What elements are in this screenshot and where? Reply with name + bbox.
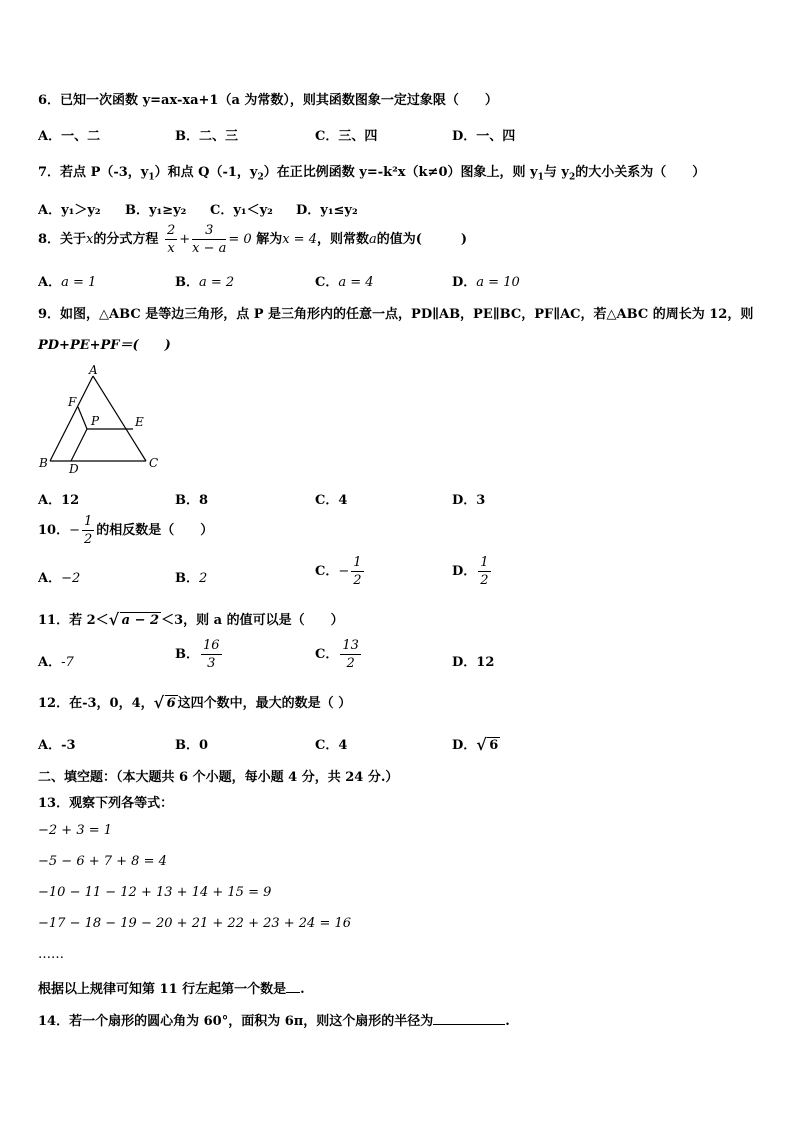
label-d: D — [69, 462, 79, 476]
segment-pd — [71, 429, 87, 461]
q9-triangle-figure — [36, 362, 171, 477]
label-c: C — [149, 456, 159, 470]
label-a: A — [89, 363, 98, 377]
q7-option-a: A．y₁＞y₂ — [38, 203, 101, 218]
q10-option-c: C．− $\frac{1}{2}$ — [315, 555, 362, 588]
q13-answer-blank[interactable] — [286, 992, 300, 993]
q7-stem: 7．若点 P（-3，$y_1$）和点 Q（-1，$y_2$）在正比例函数 y=-k²x（k≠0）图象上，则 $y_1$与 $y_2$的大小关系为（ ） — [38, 165, 706, 183]
q14-answer-blank[interactable] — [433, 1024, 505, 1025]
segment-ab — [50, 376, 93, 461]
q13-equation-1: −2 + 3 = 1 — [38, 823, 113, 838]
q13-equation-4: −17 − 18 − 19 − 20 + 21 + 22 + 23 + 24 = 16 — [38, 916, 352, 931]
q13-ellipsis: …… — [38, 947, 64, 962]
q10-option-b: B．2 — [175, 571, 208, 586]
q8-stem: 8．关于x的分式方程 $\frac{2}{x}$ + $\frac{3}{x - a}$ = 0 解为x = 4，则常数a的值为( ) — [38, 223, 468, 256]
q12-option-b: B．0 — [175, 738, 209, 753]
q13-equation-3: −10 − 11 − 12 + 13 + 14 + 15 = 9 — [38, 885, 272, 900]
section-2-heading: 二、填空题：（本大题共 6 个小题，每小题 4 分，共 24 分.） — [38, 770, 399, 785]
q13-equation-2: −5 − 6 + 7 + 8 = 4 — [38, 854, 167, 869]
q8-option-c: C．a = 4 — [315, 275, 374, 290]
q11-stem: 11．若 2＜ √ a − 2 ＜3，则 a 的值可以是（ ） — [38, 610, 344, 629]
q11-option-b: B． $\frac{16}{3}$ — [175, 638, 220, 671]
q11-option-c: C． $\frac{13}{2}$ — [315, 638, 359, 671]
q9-option-d: D．3 — [452, 493, 486, 508]
q13-question: 根据以上规律可知第 11 行左起第一个数是 . — [38, 982, 305, 997]
q8-option-a: A．a = 1 — [38, 275, 97, 290]
q11-option-a: A．-7 — [38, 655, 74, 670]
q6-stem: 6．已知一次函数 y=ax-xa+1（a 为常数），则其函数图象一定过象限（ ） — [38, 93, 498, 108]
q12-stem: 12．在-3，0，4， √ 6 这四个数中，最大的数是（ ） — [38, 693, 352, 712]
label-b: B — [39, 456, 48, 470]
segment-pf — [78, 407, 87, 429]
q9-option-b: B．8 — [175, 493, 209, 508]
q13-stem: 13．观察下列各等式： — [38, 796, 174, 811]
q12-option-d: D． √ 6 — [452, 735, 499, 754]
q8-option-d: D．a = 10 — [452, 275, 520, 290]
q6-option-a: A．一、二 — [38, 129, 101, 144]
q9-stem-line2: PD+PE+PF＝( ) — [38, 338, 171, 353]
q7-option-b: B．y₁≥y₂ — [125, 203, 187, 218]
q9-stem-line1: 9．如图，△ABC 是等边三角形，点 P 是三角形内的任意一点，PD∥AB，PE∥BC，PF∥AC，若△ABC 的周长为 12，则 — [38, 307, 754, 322]
q14-question: 14．若一个扇形的圆心角为 60°，面积为 6π，则这个扇形的半径为 . — [38, 1014, 510, 1029]
q10-stem: 10．− $\frac{1}{2}$ 的相反数是（ ） — [38, 514, 214, 547]
q7-option-c: C．y₁＜y₂ — [210, 203, 273, 218]
q7-option-d: D．y₁≤y₂ — [296, 203, 358, 218]
label-f: F — [68, 395, 77, 409]
q6-option-b: B．二、三 — [175, 129, 238, 144]
q10-option-a: A．−2 — [38, 571, 81, 586]
q11-option-d: D．12 — [452, 655, 495, 670]
label-e: E — [135, 415, 144, 429]
q10-option-d: D． $\frac{1}{2}$ — [452, 555, 489, 588]
q9-option-a: A．12 — [38, 493, 80, 508]
q6-option-d: D．一、四 — [452, 129, 516, 144]
q12-option-a: A．-3 — [38, 738, 76, 753]
label-p: P — [91, 414, 100, 428]
q12-option-c: C．4 — [315, 738, 348, 753]
q8-option-b: B．a = 2 — [175, 275, 235, 290]
q9-option-c: C．4 — [315, 493, 348, 508]
q6-option-c: C．三、四 — [315, 129, 378, 144]
